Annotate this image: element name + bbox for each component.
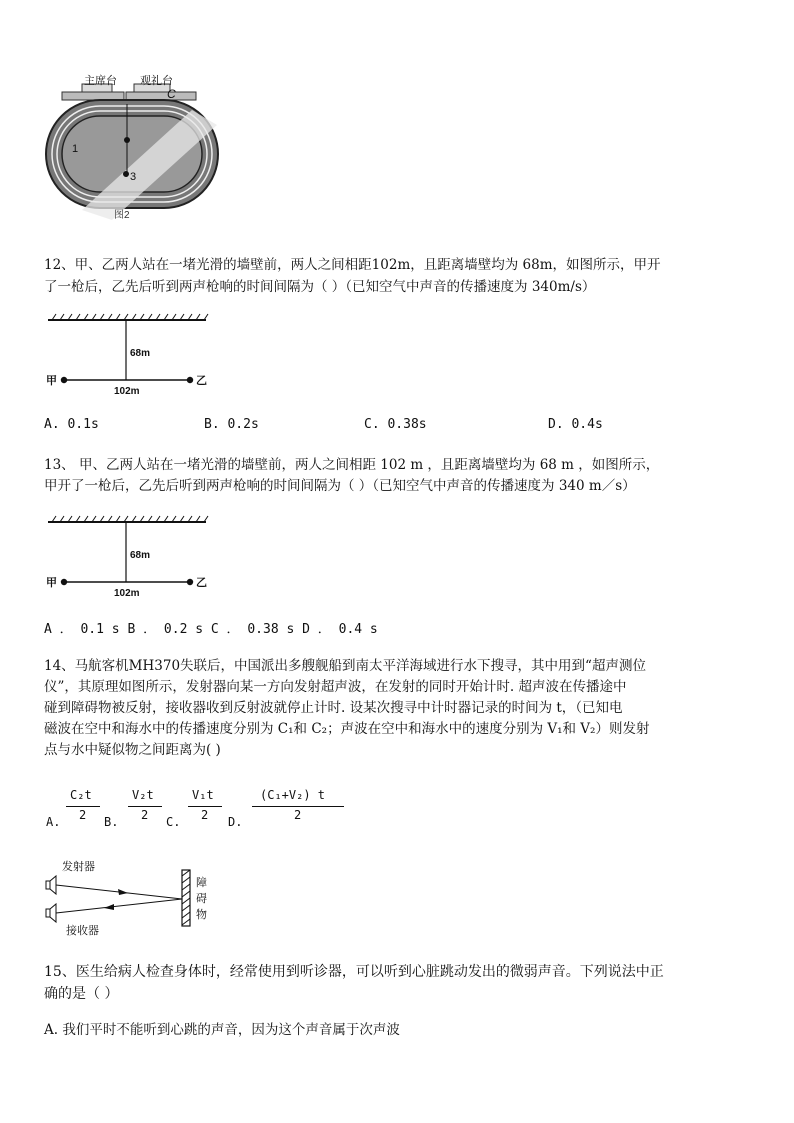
- q14-option-b-bar: [128, 806, 162, 807]
- track-label-1: 1: [72, 143, 79, 155]
- q12-dist-wall: 68m: [130, 348, 151, 359]
- transmitter-label: 发射器: [62, 861, 95, 873]
- q14-option-d-label: D.: [228, 815, 243, 829]
- track-diagram: [42, 70, 222, 220]
- q14-line-3: 碰到障碍物被反射，接收器收到反射波就停止计时. 设某次搜寻中计时器记录的时间为 t，（已知电: [44, 700, 623, 716]
- q14-option-b-num: V₂t: [132, 788, 154, 802]
- q12-option-d: D. 0.4s: [548, 417, 603, 432]
- q15-line-1: 15、医生给病人检查身体时，经常使用到听诊器，可以听到心脏跳动发出的微弱声音。下列说法中正: [44, 964, 664, 980]
- q14-option-a-bar: [66, 806, 100, 807]
- review-stand-label: 观礼台: [140, 75, 173, 87]
- track-figure: [42, 70, 222, 220]
- q14-option-c-num: V₁t: [192, 788, 214, 802]
- q14-option-c-label: C.: [166, 815, 181, 829]
- q14-option-b-den: 2: [141, 808, 149, 822]
- obstacle-label-1: 障: [196, 877, 207, 889]
- q12-option-b: B. 0.2s: [204, 417, 259, 432]
- q14-option-a-den: 2: [79, 808, 87, 822]
- receiver-icon: [46, 904, 56, 922]
- q12-dist-between: 102m: [114, 386, 140, 397]
- q12-option-a: A. 0.1s: [44, 417, 99, 432]
- q14-option-d-num: (C₁+V₂) t: [260, 788, 326, 802]
- q14-sonar-figure: [44, 860, 224, 938]
- q13-dist-wall: 68m: [130, 550, 151, 561]
- q14-option-d-den: 2: [294, 808, 302, 822]
- q14-option-b-label: B.: [104, 815, 119, 829]
- q14-line-2: 仪”，其原理如图所示，发射器向某一方向发射超声波，在发射的同时开始计时. 超声波在传播途中: [44, 679, 627, 695]
- track-label-c: C: [167, 87, 176, 101]
- q14-option-d-bar: [252, 806, 344, 807]
- q12-line-1: 12、甲、乙两人站在一堵光滑的墙壁前，两人之间相距102m，且距离墙壁均为 68m，如图所示，甲开: [44, 257, 661, 273]
- obstacle-label-3: 物: [196, 909, 207, 921]
- q14-line-4: 磁波在空中和海水中的传播速度分别为 C₁和 C₂；声波在空中和海水中的速度分别为 V₁和 V₂）则发射: [44, 721, 650, 737]
- q12-line-2: 了一枪后，乙先后听到两声枪响的时间间隔为（ ）（已知空气中声音的传播速度为 340m/s）: [44, 279, 596, 295]
- main-stand-label: 主席台: [84, 75, 117, 87]
- q12-option-c: C. 0.38s: [364, 417, 427, 432]
- q13-dist-between: 102m: [114, 588, 140, 599]
- obstacle-label-2: 碍: [196, 893, 207, 905]
- q13-options: A ． 0.1 s B ． 0.2 s C ． 0.38 s D ． 0.4 s: [44, 622, 378, 637]
- track-label-3: 3: [130, 171, 137, 183]
- q14-line-1: 14、马航客机MH370失联后，中国派出多艘舰船到南太平洋海域进行水下搜寻，其中用到“超声测位: [44, 658, 646, 674]
- q13-line-2: 甲开了一枪后，乙先后听到两声枪响的时间间隔为（ ）（已知空气中声音的传播速度为 340 m／s）: [44, 478, 636, 494]
- q13-person-a: 甲: [46, 577, 57, 589]
- q12-wall-diagram: [44, 312, 214, 397]
- q13-wall-diagram: [44, 514, 214, 599]
- q14-option-c-den: 2: [201, 808, 209, 822]
- transmitter-icon: [46, 876, 56, 894]
- track-caption: 图2: [114, 210, 130, 220]
- q14-line-5: 点与水中疑似物之间距离为( ): [44, 742, 221, 758]
- q14-option-a-label: A.: [46, 815, 61, 829]
- q13-line-1: 13、 甲、乙两人站在一堵光滑的墙壁前，两人之间相距 102 m ，且距离墙壁均为 68 m ，如图所示，: [44, 457, 660, 473]
- q13-person-b: 乙: [196, 577, 207, 589]
- q15-line-2: 确的是（ ）: [44, 986, 119, 1002]
- q12-wall-figure: [44, 312, 214, 397]
- q12-person-b: 乙: [196, 375, 207, 387]
- q14-option-c-bar: [188, 806, 222, 807]
- q13-wall-figure: [44, 514, 214, 599]
- q15-option-a: A. 我们平时不能听到心跳的声音，因为这个声音属于次声波: [44, 1022, 400, 1038]
- q14-option-a-num: C₂t: [70, 788, 92, 802]
- q12-person-a: 甲: [46, 375, 57, 387]
- receiver-label: 接收器: [66, 925, 99, 937]
